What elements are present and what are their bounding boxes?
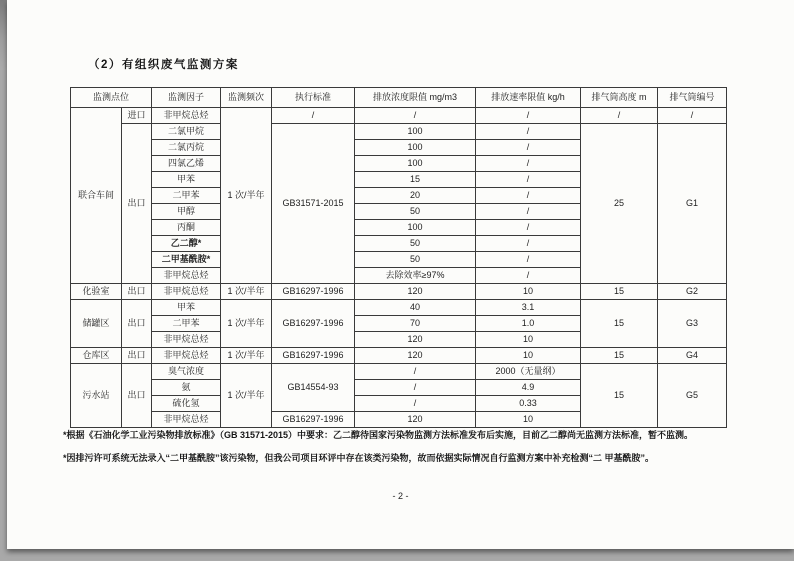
direction-cell: 出口 xyxy=(122,300,152,348)
direction-cell: 出口 xyxy=(122,364,152,428)
site-cell: 污水站 xyxy=(71,364,122,428)
concentration-cell: 40 xyxy=(355,300,476,316)
site-cell: 仓库区 xyxy=(71,348,122,364)
factor-cell: 非甲烷总烃 xyxy=(152,284,221,300)
concentration-cell: 70 xyxy=(355,316,476,332)
factor-cell: 非甲烷总烃 xyxy=(152,348,221,364)
section-title: （2）有组织废气监测方案 xyxy=(88,59,239,71)
stack-id-cell: G3 xyxy=(658,300,727,348)
rate-cell: 2000（无量纲） xyxy=(476,364,581,380)
rate-cell: 10 xyxy=(476,332,581,348)
height-cell: 15 xyxy=(581,284,658,300)
factor-cell: 二甲苯 xyxy=(152,316,221,332)
factor-cell: 二甲基酰胺* xyxy=(152,252,221,268)
rate-cell: 10 xyxy=(476,412,581,428)
concentration-cell: 120 xyxy=(355,348,476,364)
rate-cell: / xyxy=(476,204,581,220)
rate-cell: / xyxy=(476,156,581,172)
site-cell: 储罐区 xyxy=(71,300,122,348)
document-page xyxy=(7,0,794,549)
frequency-cell: 1 次/半年 xyxy=(221,348,272,364)
concentration-cell: 100 xyxy=(355,156,476,172)
concentration-cell: / xyxy=(355,108,476,124)
height-cell: 25 xyxy=(581,124,658,284)
factor-cell: 二氯丙烷 xyxy=(152,140,221,156)
factor-cell: 非甲烷总烃 xyxy=(152,268,221,284)
height-cell: 15 xyxy=(581,348,658,364)
factor-cell: 二甲苯 xyxy=(152,188,221,204)
column-header-frequency: 监测频次 xyxy=(221,88,272,108)
standard-cell: GB31571-2015 xyxy=(272,124,355,284)
standard-cell: / xyxy=(272,108,355,124)
column-header-standard: 执行标准 xyxy=(272,88,355,108)
direction-cell: 出口 xyxy=(122,124,152,284)
rate-cell: / xyxy=(476,124,581,140)
stack-id-cell: G1 xyxy=(658,124,727,284)
rate-cell: 10 xyxy=(476,348,581,364)
factor-cell: 甲醇 xyxy=(152,204,221,220)
rate-cell: / xyxy=(476,140,581,156)
standard-cell: GB16297-1996 xyxy=(272,348,355,364)
column-header-concentration-limit: 排放浓度限值 mg/m3 xyxy=(355,88,476,108)
concentration-cell: 20 xyxy=(355,188,476,204)
concentration-cell: 15 xyxy=(355,172,476,188)
concentration-cell: / xyxy=(355,364,476,380)
rate-cell: / xyxy=(476,108,581,124)
page-number: - 2 - xyxy=(392,491,409,501)
frequency-cell: 1 次/半年 xyxy=(221,284,272,300)
factor-cell: 丙酮 xyxy=(152,220,221,236)
height-cell: / xyxy=(581,108,658,124)
stack-id-cell: G5 xyxy=(658,364,727,428)
rate-cell: 4.9 xyxy=(476,380,581,396)
rate-cell: 1.0 xyxy=(476,316,581,332)
direction-cell: 进口 xyxy=(122,108,152,124)
direction-cell: 出口 xyxy=(122,348,152,364)
column-header-site: 监测点位 xyxy=(71,88,152,108)
site-cell: 联合车间 xyxy=(71,108,122,284)
site-cell: 化验室 xyxy=(71,284,122,300)
standard-cell: GB16297-1996 xyxy=(272,284,355,300)
factor-cell: 乙二醇* xyxy=(152,236,221,252)
concentration-cell: 50 xyxy=(355,252,476,268)
direction-cell: 出口 xyxy=(122,284,152,300)
frequency-cell: 1 次/半年 xyxy=(221,364,272,428)
rate-cell: / xyxy=(476,172,581,188)
concentration-cell: 120 xyxy=(355,284,476,300)
concentration-cell: 50 xyxy=(355,204,476,220)
column-header-stack-id: 排气筒编号 xyxy=(658,88,727,108)
standard-cell: GB16297-1996 xyxy=(272,412,355,428)
table-row xyxy=(71,364,727,380)
header-row xyxy=(71,88,727,108)
concentration-cell: 100 xyxy=(355,140,476,156)
footnote-dimethylamide: *因排污许可系统无法录入“二甲基酰胺”该污染物，但我公司项目环评中存在该类污染物，故而依据实际情况自行监测方案中补充检测“二 甲基酰胺”。 xyxy=(63,453,655,463)
concentration-cell: 50 xyxy=(355,236,476,252)
rate-cell: / xyxy=(476,188,581,204)
concentration-cell: 120 xyxy=(355,332,476,348)
concentration-cell: 100 xyxy=(355,124,476,140)
factor-cell: 非甲烷总烃 xyxy=(152,332,221,348)
height-cell: 15 xyxy=(581,364,658,428)
factor-cell: 四氯乙烯 xyxy=(152,156,221,172)
concentration-cell: / xyxy=(355,380,476,396)
stack-id-cell: / xyxy=(658,108,727,124)
factor-cell: 二氯甲烷 xyxy=(152,124,221,140)
concentration-cell: / xyxy=(355,396,476,412)
table-row xyxy=(71,124,727,140)
column-header-factor: 监测因子 xyxy=(152,88,221,108)
rate-cell: 10 xyxy=(476,284,581,300)
concentration-cell: 去除效率≥97% xyxy=(355,268,476,284)
monitoring-plan-table xyxy=(70,87,727,428)
concentration-cell: 120 xyxy=(355,412,476,428)
factor-cell: 臭气浓度 xyxy=(152,364,221,380)
footnote-ethylene-glycol: *根据《石油化学工业污染物排放标准》（GB 31571-2015）中要求：乙二醇待国家污染物监测方法标准发布后实施，目前乙二醇尚无监测方法标准，暂不监测。 xyxy=(63,430,694,440)
column-header-rate-limit: 排放速率限值 kg/h xyxy=(476,88,581,108)
frequency-cell: 1 次/半年 xyxy=(221,300,272,348)
factor-cell: 甲苯 xyxy=(152,172,221,188)
standard-cell: GB16297-1996 xyxy=(272,300,355,348)
rate-cell: 0.33 xyxy=(476,396,581,412)
factor-cell: 非甲烷总烃 xyxy=(152,108,221,124)
table-row xyxy=(71,108,727,124)
rate-cell: 3.1 xyxy=(476,300,581,316)
table-row xyxy=(71,348,727,364)
rate-cell: / xyxy=(476,220,581,236)
frequency-cell: 1 次/半年 xyxy=(221,108,272,284)
factor-cell: 甲苯 xyxy=(152,300,221,316)
rate-cell: / xyxy=(476,236,581,252)
factor-cell: 硫化氢 xyxy=(152,396,221,412)
factor-cell: 氨 xyxy=(152,380,221,396)
height-cell: 15 xyxy=(581,300,658,348)
rate-cell: / xyxy=(476,268,581,284)
factor-cell: 非甲烷总烃 xyxy=(152,412,221,428)
standard-cell: GB14554-93 xyxy=(272,364,355,412)
table-row xyxy=(71,284,727,300)
stack-id-cell: G4 xyxy=(658,348,727,364)
table-row xyxy=(71,300,727,316)
stack-id-cell: G2 xyxy=(658,284,727,300)
column-header-stack-height: 排气筒高度 m xyxy=(581,88,658,108)
concentration-cell: 100 xyxy=(355,220,476,236)
rate-cell: / xyxy=(476,252,581,268)
